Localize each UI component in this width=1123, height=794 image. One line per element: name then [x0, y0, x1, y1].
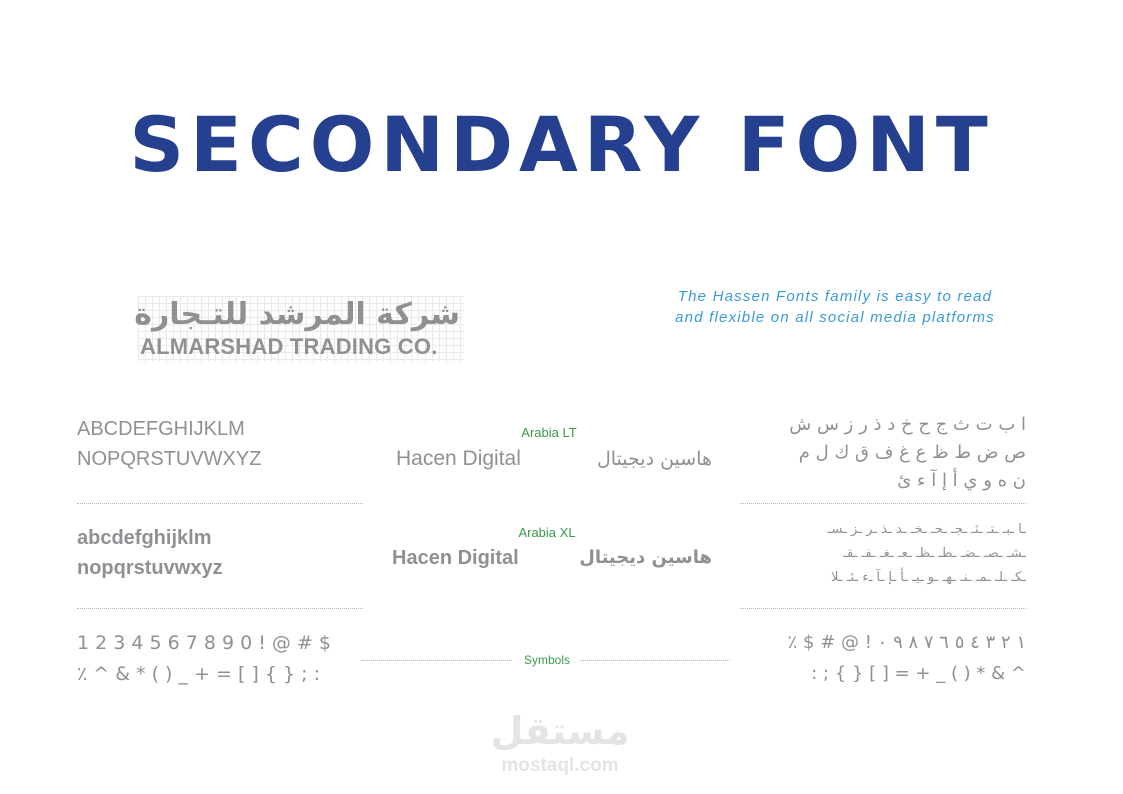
arabic-letters-line-2: ص ض ط ظ ع غ ف ق ك ل م [798, 442, 1026, 463]
arabic-letters-line-1: ا ب ت ث ج ح خ د ذ ر ز س ش [789, 414, 1026, 435]
arabic-letters-line-3: ن ه و ي أ إ آ ء ئ [897, 470, 1026, 491]
page-title: SECONDARY FONT [129, 100, 994, 189]
symbols-label: Symbols [523, 653, 570, 667]
watermark-url: mostaql.com [501, 755, 619, 776]
arabia-xl-latin-sample: Hacen Digital [392, 547, 519, 569]
arabia-xl-label: Arabia XL [518, 525, 576, 540]
arabic-connected-line-3: ـكـ ـلـ ـمـ ـنـ ـهـ ـو ـيـ ـأ ـإ ـآ ـء ـئـ ـلا [831, 570, 1026, 585]
arabia-lt-label: Arabia LT [521, 425, 577, 440]
tagline-line-1: The Hassen Fonts family is easy to read [677, 288, 993, 305]
arabic-symbols-line-2: ^ & * ( ) _ + = [ ] { } ; : [811, 663, 1026, 684]
divider [580, 660, 730, 661]
divider [740, 503, 1026, 504]
latin-symbols-line-2: ٪ ^ & * ( ) _ + = [ ] { } ; : [77, 663, 320, 685]
arabic-connected-forms [740, 518, 1026, 590]
tagline-line-2: and flexible on all social media platforms [675, 309, 995, 326]
arabic-symbols [740, 627, 1026, 689]
company-logo [134, 296, 464, 362]
latin-lowercase-line-2: nopqrstuvwxyz [77, 557, 223, 579]
arabia-xl-arabic-sample: هاسين ديجيتال [579, 547, 712, 568]
latin-symbols [77, 628, 331, 690]
latin-lowercase-line-1: abcdefghijklm [77, 527, 212, 549]
logo-arabic-text: شركة المرشد للتـجارة [134, 297, 460, 332]
arabic-letters [740, 411, 1026, 495]
latin-uppercase-line-1: ABCDEFGHIJKLM [77, 418, 245, 440]
latin-lowercase [77, 523, 223, 583]
tagline [620, 286, 1050, 328]
arabia-lt-latin-sample: Hacen Digital [396, 447, 521, 470]
latin-symbols-line-1: 1 2 3 4 5 6 7 8 9 0 ! @ # $ [77, 632, 332, 654]
divider [77, 608, 363, 609]
divider [362, 660, 512, 661]
latin-uppercase-line-2: NOPQRSTUVWXYZ [77, 448, 262, 470]
latin-uppercase [77, 414, 261, 474]
divider [77, 503, 363, 504]
arabic-symbols-line-1: ١ ٢ ٣ ٤ ٥ ٦ ٧ ٨ ٩ ٠ ! @ # $ ٪ [787, 632, 1026, 653]
divider [740, 608, 1026, 609]
arabic-connected-line-2: ـشـ ـصـ ـضـ ـطـ ـظـ ـعـ ـغـ ـفـ ـقـ [843, 546, 1026, 561]
watermark-arabic: مستقل [490, 709, 630, 753]
arabic-connected-line-1: ـا ـبـ ـتـ ـثـ ـجـ ـحـ ـخـ ـد ـذ ـر ـز ـسـ [827, 522, 1026, 537]
arabia-lt-arabic-sample: هاسين ديجيتال [596, 448, 712, 470]
logo-english-text: ALMARSHAD TRADING CO. [140, 334, 438, 359]
